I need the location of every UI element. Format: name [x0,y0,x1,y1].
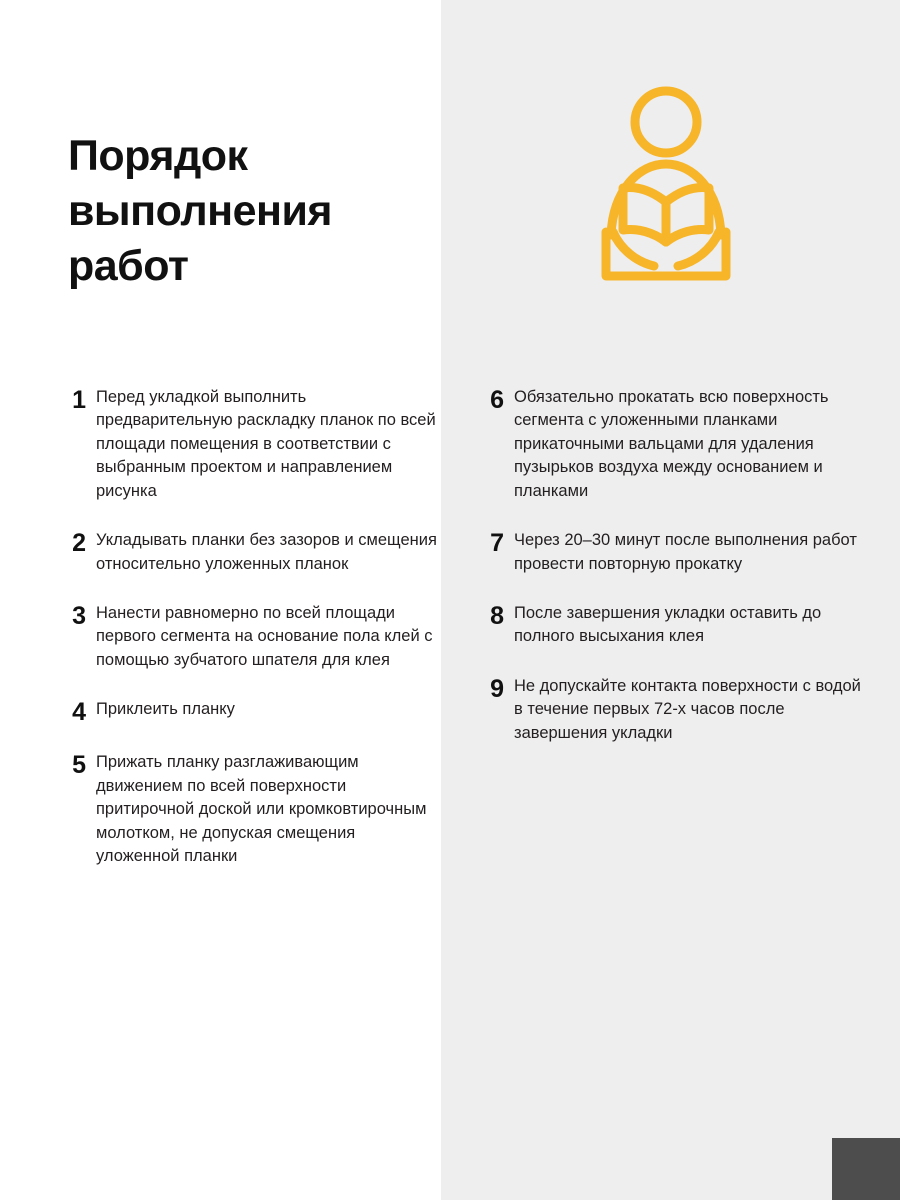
corner-block [832,1138,900,1200]
step-text: Перед укладкой выполнить предварительную раскладку планок по всей площади помещения в соответствии с выбранным проектом и направлением рисунка [96,388,436,500]
step-number: 5 [72,751,86,780]
step-number: 6 [490,386,504,414]
right-column [441,0,900,1200]
step-text: Не допускайте контакта поверхности с водой в течение первых 72-х часов после завершения укладки [514,676,861,742]
list-item [50,751,440,868]
steps-list-right [468,386,868,771]
step-text: После завершения укладки оставить до полного высыхания клея [514,603,822,646]
list-item [50,602,440,672]
step-text: Нанести равномерно по всей площади первого сегмента на основание пола клей с помощью зубчатого шпателя для клея [96,603,433,669]
list-item [468,529,868,576]
steps-list-left [50,386,440,895]
step-text: Обязательно прокатать всю поверхность сегмента с уложенными планками прикаточными вальцами для удаления пузырьков воздуха между основанием и планками [514,388,829,500]
step-text: Укладывать планки без зазоров и смещения относительно уложенных планок [96,531,437,573]
list-item [468,602,868,649]
step-number: 9 [490,674,504,703]
list-item [50,386,440,503]
step-number: 2 [72,529,86,558]
step-number: 7 [490,529,504,558]
page-title-line-3: работ [68,241,189,290]
list-item [468,675,868,745]
step-number: 3 [72,601,86,630]
step-number: 4 [72,698,86,727]
page-title-line-1: Порядок [68,131,248,180]
list-item [468,386,868,503]
list-item [50,698,440,725]
step-number: 1 [72,386,86,414]
page-title-line-2: выполнения [68,186,333,235]
step-text: Прижать планку разглаживающим движением по всей поверхности притирочной доской или кромковтирочным молотком, не допуская смещения уложенной планки [96,753,427,866]
step-text: Приклеить планку [96,700,235,719]
step-text: Через 20–30 минут после выполнения работ провести повторную прокатку [514,531,857,573]
left-column [0,0,441,1200]
list-item [50,529,440,576]
step-number: 8 [490,601,504,630]
person-reading-book-icon [551,80,781,310]
page-title [68,129,428,294]
